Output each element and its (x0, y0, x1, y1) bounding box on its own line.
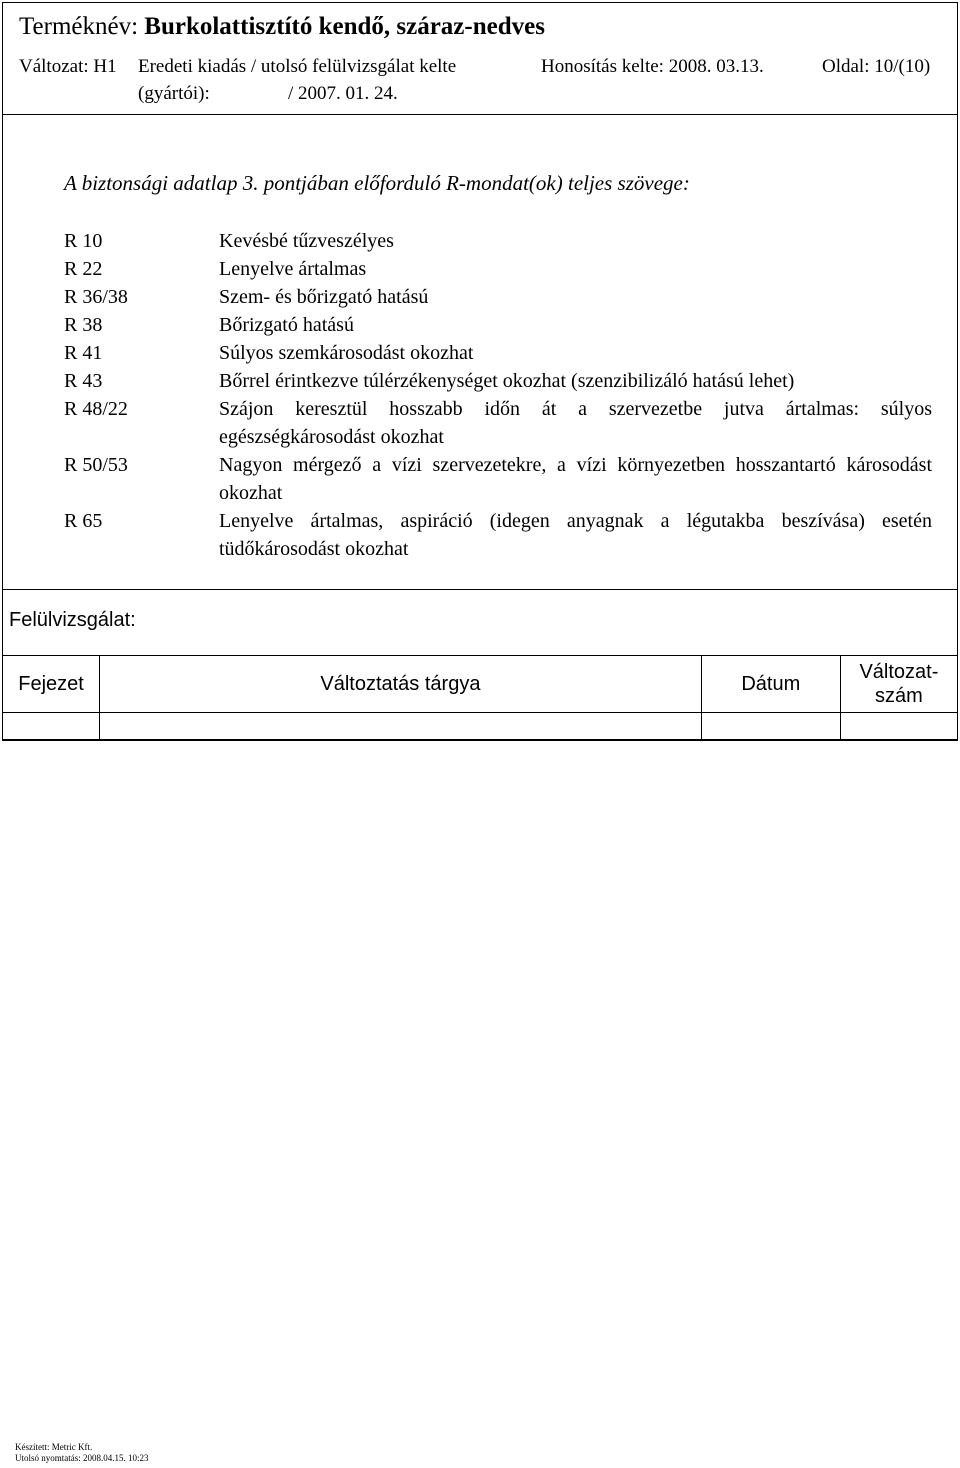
revision-section (3, 590, 957, 739)
issue-label-line2: (gyártói): (138, 83, 210, 104)
r-phrase-code: R 10 (64, 230, 103, 252)
r-phrases-list (64, 227, 932, 563)
r-phrase-item (64, 283, 932, 311)
r-phrase-text: Lenyelve ártalmas, aspiráció (idegen anyagnak a légutakba beszívása) esetén tüdőkárosodást okozhat (219, 510, 932, 560)
title-prefix: Terméknév: (19, 13, 139, 40)
r-phrase-text: Bőrizgató hatású (219, 314, 354, 336)
r-phrase-text: Nagyon mérgező a vízi szervezetekre, a vízi környezetben hosszantartó károsodást okozhat (219, 454, 932, 504)
r-phrase-item (64, 395, 932, 451)
r-phrase-item (64, 367, 932, 395)
r-phrase-text: Bőrrel érintkezve túlérzékenységet okozhat (szenzibilizáló hatású lehet) (219, 370, 795, 392)
product-name: Burkolattisztító kendő, száraz-nedves (144, 13, 545, 40)
r-phrase-code: R 50/53 (64, 454, 128, 476)
column-chapter: Fejezet (3, 656, 100, 713)
issue-date: / 2007. 01. 24. (288, 83, 398, 104)
r-phrase-text: Kevésbé tűzveszélyes (219, 230, 394, 252)
r-phrase-item (64, 255, 932, 283)
r-phrases-section (3, 115, 957, 590)
revision-cell (100, 713, 702, 741)
revision-row (3, 713, 958, 741)
r-phrase-code: R 38 (64, 314, 103, 336)
r-phrase-code: R 48/22 (64, 398, 128, 420)
page-number: Oldal: 10/(10) (822, 56, 931, 77)
column-change-subject: Változtatás tárgya (100, 656, 702, 713)
r-phrase-code: R 41 (64, 342, 103, 364)
revision-cell (840, 713, 957, 741)
r-phrase-text: Szem- és bőrizgató hatású (219, 286, 429, 308)
page-footer (15, 1442, 149, 1464)
document-frame (2, 2, 958, 740)
r-phrase-text: Súlyos szemkárosodást okozhat (219, 342, 474, 364)
column-date: Dátum (701, 656, 840, 713)
revision-header-row (3, 656, 958, 713)
r-phrase-code: R 22 (64, 258, 103, 280)
r-phrases-intro: A biztonsági adatlap 3. pontjában előforduló R-mondat(ok) teljes szövege: (64, 171, 690, 195)
product-title (19, 13, 545, 41)
r-phrase-code: R 43 (64, 370, 103, 392)
r-phrase-text: Lenyelve ártalmas (219, 258, 367, 280)
document-header (3, 3, 957, 115)
column-version-number (840, 656, 957, 713)
r-phrase-code: R 65 (64, 510, 103, 532)
r-phrase-item (64, 227, 932, 255)
r-phrase-item (64, 311, 932, 339)
revision-cell (3, 713, 100, 741)
revision-table (2, 655, 958, 741)
r-phrase-item (64, 507, 932, 563)
made-by: Készített: Metric Kft. (15, 1442, 93, 1452)
version: Változat: H1 (19, 56, 117, 77)
revision-cell (701, 713, 840, 741)
issue-label-line1: Eredeti kiadás / utolsó felülvizsgálat kelte (138, 56, 457, 77)
column-version-line1: Változat- (859, 661, 939, 683)
r-phrase-item (64, 451, 932, 507)
last-print: Utolsó nyomtatás: 2008.04.15. 10:23 (15, 1453, 149, 1463)
validation-date: Honosítás kelte: 2008. 03.13. (541, 56, 764, 77)
column-version-line2: szám (875, 685, 923, 707)
revision-title: Felülvizsgálat: (9, 609, 136, 631)
r-phrase-text: Szájon keresztül hosszabb időn át a szervezetbe jutva ártalmas: súlyos egészségkárosodást okozhat (219, 398, 932, 448)
r-phrase-code: R 36/38 (64, 286, 128, 308)
r-phrase-item (64, 339, 932, 367)
